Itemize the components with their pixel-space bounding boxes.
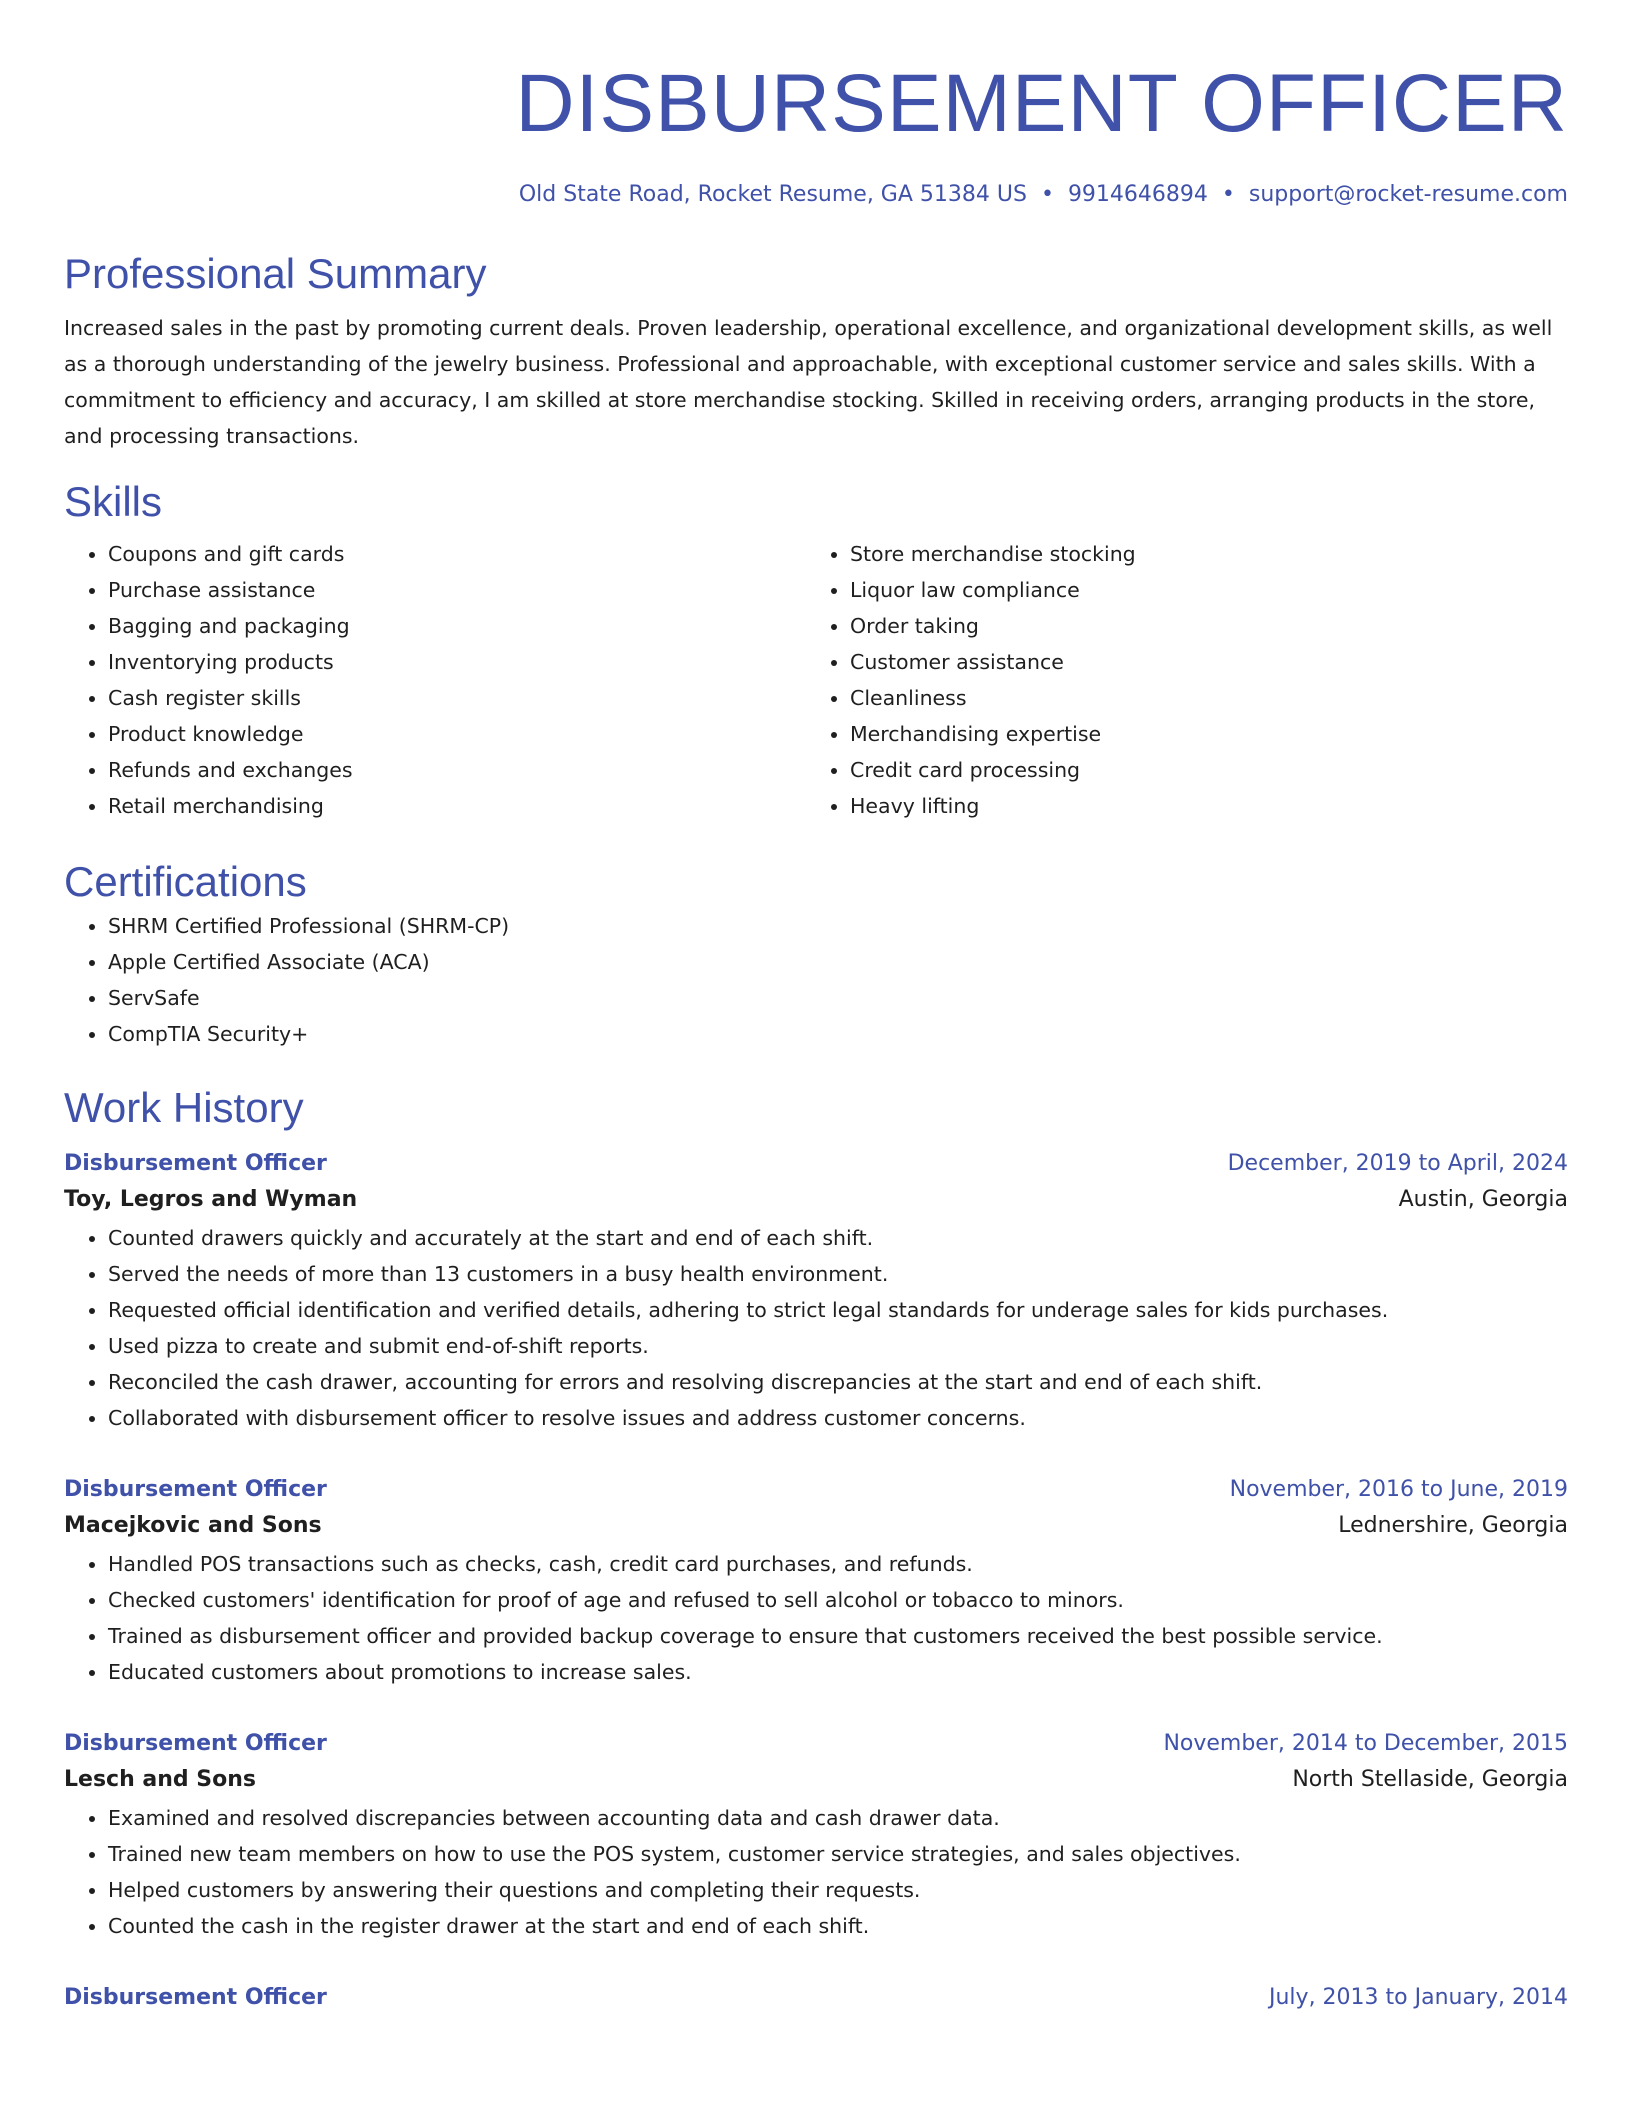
skill-item: • Bagging and packaging [108,608,806,644]
contact-separator: • [1040,182,1054,207]
skill-item: • Liquor law compliance [850,572,1548,608]
job-position: Disbursement Officer [64,1731,327,1756]
job-duty-item: • Trained as disbursement officer and provided backup coverage to ensure that customers received the best possible service. [108,1618,1568,1654]
job-entry [64,1728,1568,1944]
job-entry [64,1148,1568,1436]
job-header-row [64,1148,1568,1180]
job-duty-item: • Reconciled the cash drawer, accounting for errors and resolving discrepancies at the start and end of each shift. [108,1364,1568,1400]
job-position: Disbursement Officer [64,1477,327,1502]
job-company: Macejkovic and Sons [64,1513,322,1538]
skill-item: • Order taking [850,608,1548,644]
job-dates: December, 2019 to April, 2024 [1227,1151,1568,1176]
resume-title: DISBURSEMENT OFFICER [515,58,1568,149]
job-duty-item: • Counted drawers quickly and accurately at the start and end of each shift. [108,1220,1568,1256]
work-history-heading: Work History [64,1084,304,1131]
job-position: Disbursement Officer [64,1151,327,1176]
skill-item: • Heavy lifting [850,788,1548,824]
job-duty-item: • Checked customers' identification for proof of age and refused to sell alcohol or tobacco to minors. [108,1582,1568,1618]
job-location: Austin, Georgia [1398,1187,1568,1212]
certification-item: • CompTIA Security+ [108,1016,1568,1052]
job-duties-list [64,1800,1568,1944]
job-duty-item: • Educated customers about promotions to increase sales. [108,1654,1568,1690]
job-position: Disbursement Officer [64,1985,327,2010]
skill-item: • Purchase assistance [108,572,806,608]
job-dates: November, 2014 to December, 2015 [1163,1731,1568,1756]
skill-item: • Retail merchandising [108,788,806,824]
job-entry [64,1474,1568,1690]
job-company-row [64,1506,1568,1546]
job-duty-item: • Counted the cash in the register drawer at the start and end of each shift. [108,1908,1568,1944]
job-duty-item: • Examined and resolved discrepancies between accounting data and cash drawer data. [108,1800,1568,1836]
job-location: Lednershire, Georgia [1338,1513,1568,1538]
summary-heading: Professional Summary [64,250,487,297]
resume-page [64,0,1568,2112]
job-duties-list [64,1546,1568,1690]
skill-item: • Coupons and gift cards [108,536,806,572]
skill-item: • Customer assistance [850,644,1548,680]
skill-item: • Merchandising expertise [850,716,1548,752]
contact-phone: 9914646894 [1067,182,1208,207]
contact-address: Old State Road, Rocket Resume, GA 51384 US [518,182,1027,207]
skill-item: • Inventorying products [108,644,806,680]
skill-item: • Cleanliness [850,680,1548,716]
job-location: North Stellaside, Georgia [1292,1767,1568,1792]
job-duty-item: • Used pizza to create and submit end-of-shift reports. [108,1328,1568,1364]
skills-list [64,536,1568,824]
certification-item: • SHRM Certified Professional (SHRM-CP) [108,908,1568,944]
skills-column-right [806,536,1548,824]
skill-item: • Credit card processing [850,752,1548,788]
certifications-heading: Certifications [64,858,307,905]
job-duty-item: • Helped customers by answering their questions and completing their requests. [108,1872,1568,1908]
job-duty-item: • Trained new team members on how to use the POS system, customer service strategies, and sales objectives. [108,1836,1568,1872]
contact-email[interactable]: support@rocket-resume.com [1248,182,1568,207]
job-duty-item: • Handled POS transactions such as checks, cash, credit card purchases, and refunds. [108,1546,1568,1582]
skills-list-right [806,536,1548,824]
certifications-list [64,908,1568,1052]
job-company-row [64,1180,1568,1220]
summary-text: Increased sales in the past by promoting current deals. Proven leadership, operational excellence, and organizational development skills, as well as a thorough understanding of the jewelry business. Professional and approachable, with exceptional customer service and sales skills. With a commitment to efficiency and accuracy, I am skilled at store merchandise stocking. Skilled in receiving orders, arranging products in the store, and processing transactions. [64,316,1553,448]
contact-separator: • [1221,182,1235,207]
job-company: Toy, Legros and Wyman [64,1187,358,1212]
job-dates: November, 2016 to June, 2019 [1229,1477,1568,1502]
job-company-row [64,1760,1568,1800]
job-header-row [64,1474,1568,1506]
job-duties-list [64,1220,1568,1436]
skill-item: • Refunds and exchanges [108,752,806,788]
job-header-row [64,1728,1568,1760]
skills-column-left [64,536,806,824]
certification-item: • ServSafe [108,980,1568,1016]
job-entry [64,1982,1568,2014]
job-company: Lesch and Sons [64,1767,257,1792]
certification-item: • Apple Certified Associate (ACA) [108,944,1568,980]
skills-list-left [64,536,806,824]
job-duty-item: • Requested official identification and verified details, adhering to strict legal standards for underage sales for kids purchases. [108,1292,1568,1328]
job-dates: July, 2013 to January, 2014 [1269,1985,1568,2010]
job-header-row [64,1982,1568,2014]
skill-item: • Store merchandise stocking [850,536,1548,572]
contact-line [64,180,1568,210]
job-duty-item: • Served the needs of more than 13 customers in a busy health environment. [108,1256,1568,1292]
skill-item: • Cash register skills [108,680,806,716]
job-duty-item: • Collaborated with disbursement officer to resolve issues and address customer concerns. [108,1400,1568,1436]
skill-item: • Product knowledge [108,716,806,752]
skills-heading: Skills [64,478,163,525]
